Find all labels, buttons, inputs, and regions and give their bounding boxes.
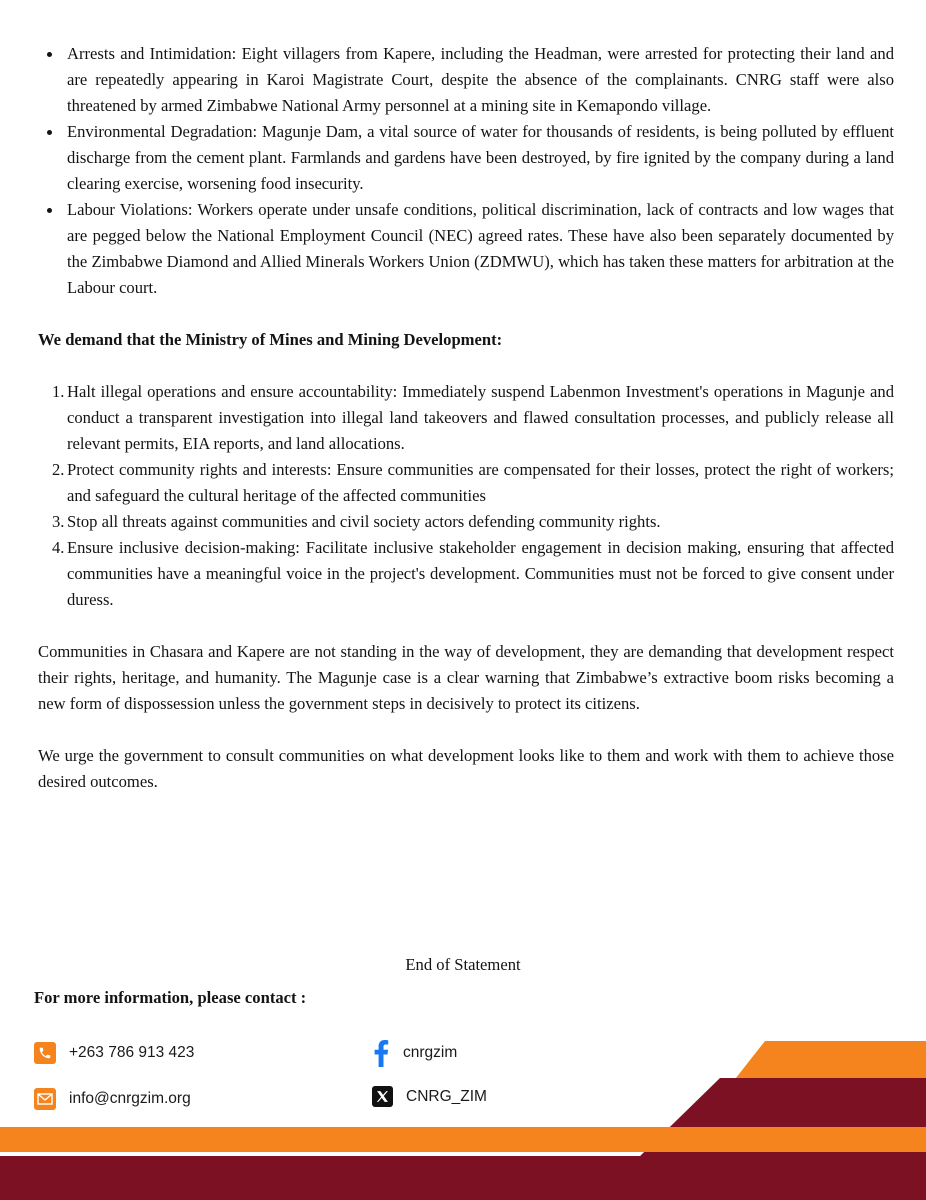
email-icon [34,1088,56,1110]
contact-facebook[interactable] [372,1042,457,1064]
list-item: Labour Violations: Workers operate under unsafe conditions, political discrimination, lack of contracts and low wages that are pegged below the National Employment Council (NEC) agreed rates. These have also been separately documented by the Zimbabwe Diamond and Allied Minerals Workers Union (ZDMWU), which has taken these matters for arbitration at the Labour court. [38,197,894,301]
issues-list [38,41,894,301]
urge-paragraph: We urge the government to consult communities on what development looks like to them and work with them to achieve those desired outcomes. [38,746,894,791]
phone-number: +263 786 913 423 [69,1044,195,1061]
footer-maroon-shape [595,1078,926,1200]
list-item: 1. Halt illegal operations and ensure accountability: Immediately suspend Labenmon Investment's operations in Magunje and conduct a transparent investigation into illegal land takeovers and flawed consultation processes, and publicly release all relevant permits, EIA reports, and land allocations. [52,382,894,453]
bullet-icon [47,52,52,57]
x-handle: CNRG_ZIM [406,1087,487,1105]
list-item: 2. Protect community rights and interests: Ensure communities are compensated for their losses, protect the right of workers; and safeguard the cultural heritage of the affected communities [52,460,894,505]
contact-phone[interactable] [34,1042,194,1064]
list-item: 4. Ensure inclusive decision-making: Facilitate inclusive stakeholder engagement in decision making, ensuring that affected communities have a meaningful voice in the project's development. Communities must not be forced to give consent under duress. [52,538,894,609]
list-item: Arrests and Intimidation: Eight villagers from Kapere, including the Headman, were arrested for protecting their land and are repeatedly appearing in Karoi Magistrate Court, despite the absence of the complainants. CNRG staff were also threatened by armed Zimbabwe National Army personnel at a mining site in Kemapondo village. [38,41,894,119]
bullet-icon [47,208,52,213]
phone-icon [34,1042,56,1064]
email-address: info@cnrgzim.org [69,1090,191,1107]
list-item: Environmental Degradation: Magunje Dam, a vital source of water for thousands of residents, is being polluted by effluent discharge from the cement plant. Farmlands and gardens have been destroyed, by fire ignited by the company during a land clearing exercise, worsening food insecurity. [38,119,894,197]
demands-list [38,379,894,613]
statement-body [38,41,894,795]
bullet-icon [47,130,52,135]
end-of-statement: End of Statement [405,955,521,974]
list-item: 3. Stop all threats against communities and civil society actors defending community rights. [52,512,661,531]
closing-paragraph: Communities in Chasara and Kapere are not standing in the way of development, they are demanding that development respect their rights, heritage, and humanity. The Magunje case is a clear warning that Zimbabwe’s extractive boom risks becoming a new form of dispossession unless the government steps in decisively to protect its citizens. [38,642,894,713]
facebook-icon [372,1042,390,1064]
contact-email[interactable] [34,1088,191,1110]
x-icon [372,1086,393,1107]
footer-orange-shape [640,1041,926,1200]
contact-x[interactable] [372,1086,487,1107]
demands-heading: We demand that the Ministry of Mines and Mining Development: [38,330,503,349]
facebook-handle: cnrgzim [403,1044,458,1061]
contact-heading: For more information, please contact : [34,988,307,1007]
footer-orange-stripe [0,1127,926,1152]
footer-maroon-band [0,1156,926,1200]
